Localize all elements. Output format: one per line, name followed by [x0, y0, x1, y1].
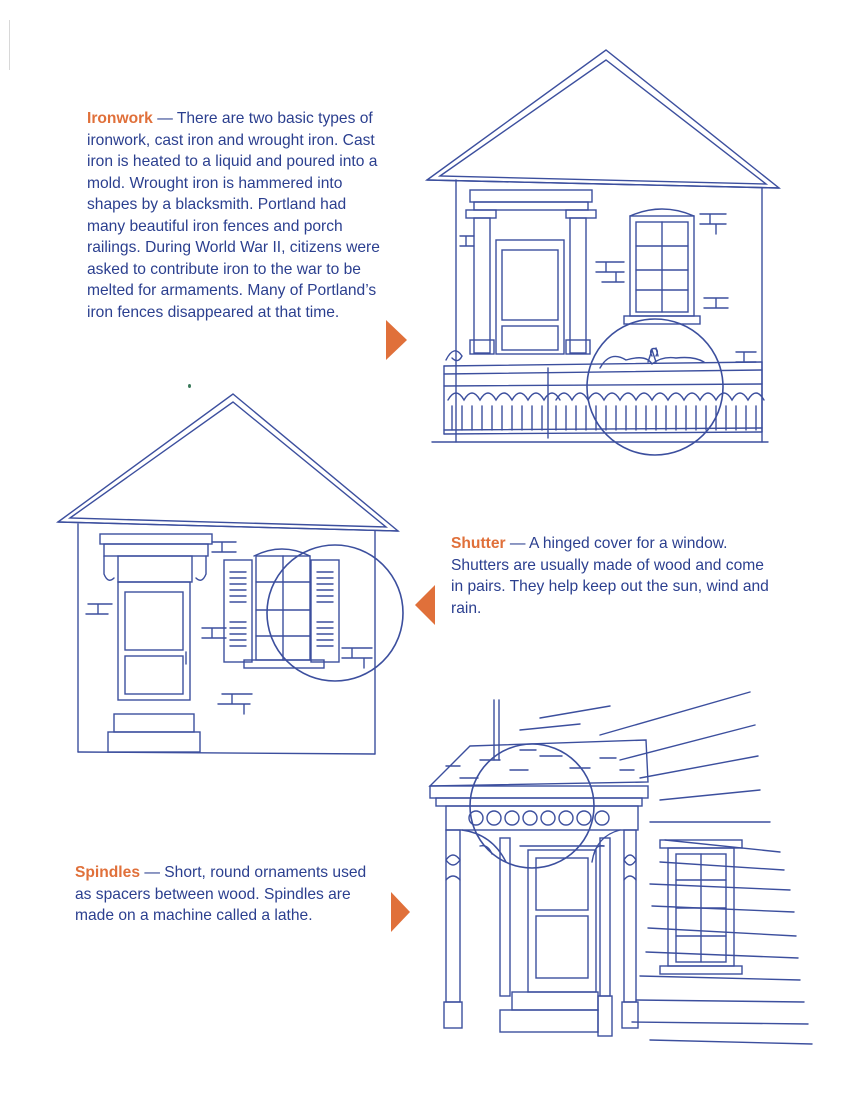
spindles-text: — Short, round ornaments used as spacers between wood. Spindles are made on a machine called a lathe. — [75, 864, 367, 924]
ironwork-term: Ironwork — [87, 110, 153, 127]
arrow-right-icon — [391, 892, 410, 932]
arrow-left-icon — [415, 585, 435, 625]
arrow-right-icon — [386, 320, 407, 360]
ironwork-house-illustration — [427, 50, 779, 455]
shutter-house-illustration — [58, 394, 403, 754]
ironwork-text: — There are two basic types of ironwork, cast iron and wrought iron. Cast iron is heated to a liquid and poured into a mold. Wrought iron is hammered into shapes by a blacksmith. Portland had many beautiful iron fences and porch railings. During World War II, citizens were asked to contribute iron to the war to be melted for armaments. Many of Portland’s iron fences disappeared at that time. — [87, 110, 380, 321]
spindles-term: Spindles — [75, 864, 140, 881]
shutter-term: Shutter — [451, 535, 506, 552]
spindles-porch-illustration — [430, 692, 812, 1044]
shutter-text: — A hinged cover for a window. Shutters are usually made of wood and come in pairs. They help keep out the sun, wind and rain. — [451, 535, 769, 617]
